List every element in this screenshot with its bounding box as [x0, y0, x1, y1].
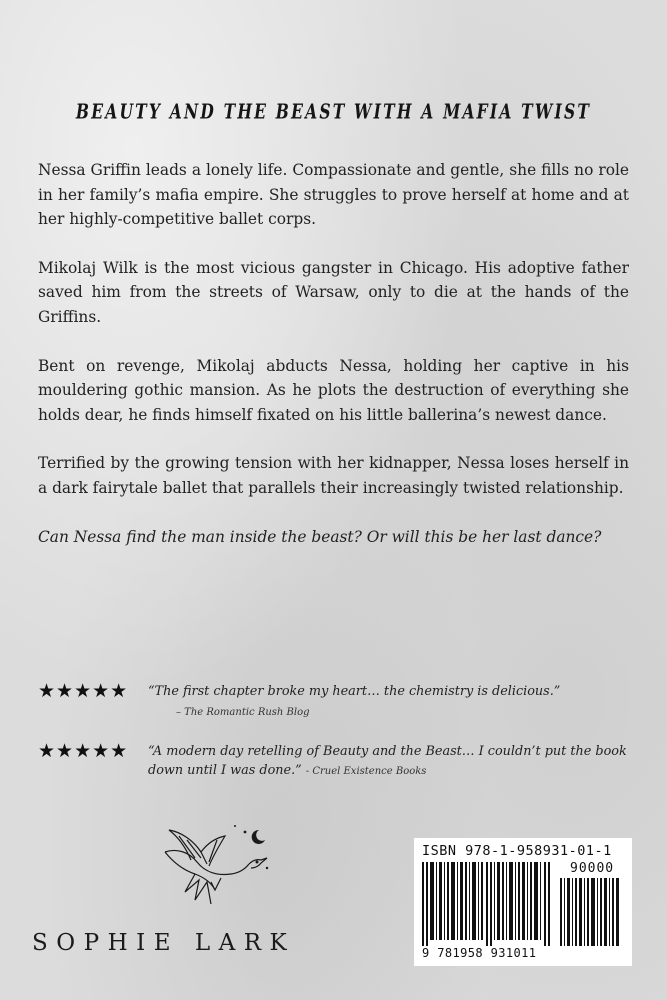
- price-addon-label: 90000: [570, 861, 615, 876]
- book-blurb: [38, 158, 629, 573]
- five-star-rating-icon: ★★★★★: [38, 680, 129, 702]
- isbn-barcode-box: [414, 838, 632, 966]
- blurb-paragraph-3: Bent on revenge, Mikolaj abducts Nessa, holding her captive in his mouldering gothic mansion. As he plots the destruction of everything she holds dear, he finds himself fixated on his little ballerina’s newest dance.: [38, 356, 629, 424]
- barcode-icon: [420, 862, 626, 946]
- author-name: SOPHIE LARK: [32, 930, 296, 956]
- five-star-rating-icon: ★★★★★: [38, 740, 129, 762]
- review-1-text: [148, 682, 638, 722]
- review-1-source: – The Romantic Rush Blog: [176, 707, 310, 718]
- review-1-quote: “The first chapter broke my heart… the chemistry is delicious.”: [148, 684, 561, 699]
- closing-question: Can Nessa find the man inside the beast? Or will this be her last dance?: [38, 527, 602, 546]
- bird-moon-stars-logo: [155, 822, 285, 918]
- review-2-source: - Cruel Existence Books: [305, 766, 427, 777]
- isbn-label: ISBN 978-1-958931-01-1: [422, 843, 612, 859]
- review-2-text: [148, 742, 638, 781]
- blurb-paragraph-2: Mikolaj Wilk is the most vicious gangster in Chicago. His adoptive father saved him from the streets of Warsaw, only to die at the hands of the Griffins.: [38, 258, 629, 326]
- book-tagline-heading: BEAUTY AND THE BEAST WITH A MAFIA TWIST: [75, 98, 592, 124]
- blurb-paragraph-4: Terrified by the growing tension with her kidnapper, Nessa loses herself in a dark fairytale ballet that parallels their increasingly twisted relationship.: [38, 454, 629, 497]
- blurb-paragraph-1: Nessa Griffin leads a lonely life. Compassionate and gentle, she fills no role in her family’s mafia empire. She struggles to prove herself at home and at her highly-competitive ballet corps.: [38, 161, 629, 229]
- review-2-quote: “A modern day retelling of Beauty and the Beast… I couldn’t put the book down until I was done.”: [148, 744, 627, 778]
- barcode-digits: 9 781958 931011: [422, 946, 537, 960]
